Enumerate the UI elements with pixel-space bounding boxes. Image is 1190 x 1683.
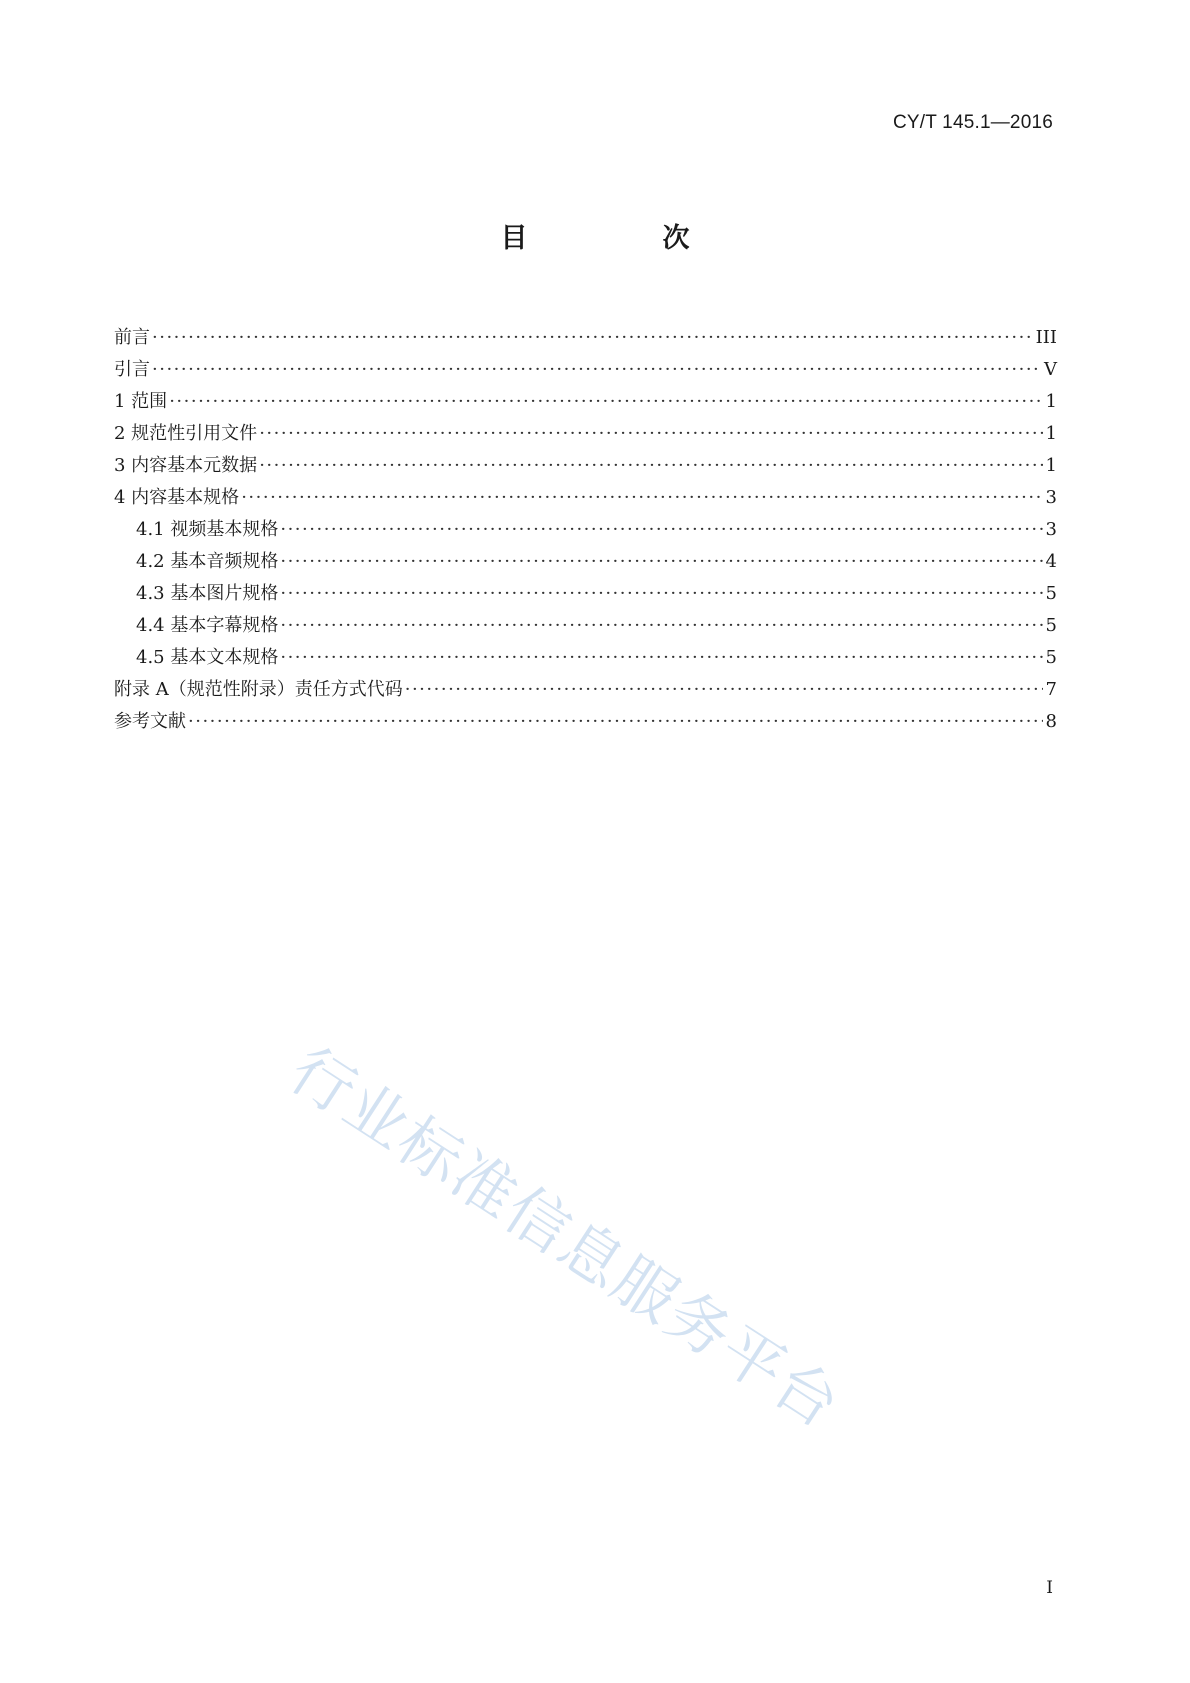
toc-leader-dots: [241, 482, 1042, 514]
toc-leader-dots: [259, 450, 1042, 482]
toc-leader-dots: [152, 322, 1033, 354]
toc-leader-dots: [280, 546, 1042, 578]
toc-leader-dots: [280, 578, 1042, 610]
toc-entry-page: V: [1044, 359, 1057, 380]
toc-entry-page: 5: [1045, 647, 1057, 668]
toc-entry[interactable]: [114, 322, 1057, 354]
toc-entry-page: III: [1035, 327, 1057, 348]
toc-leader-dots: [188, 706, 1043, 738]
toc-entry[interactable]: [114, 386, 1057, 418]
toc-entry-page: 7: [1045, 679, 1057, 700]
toc-entry[interactable]: [114, 642, 1057, 674]
toc-entry-label: 引言: [114, 359, 150, 380]
toc-entry[interactable]: [114, 354, 1057, 386]
toc-entry-label: 1 范围: [114, 391, 168, 412]
toc-entry-label: 4 内容基本规格: [114, 487, 240, 508]
toc-entry[interactable]: [114, 482, 1057, 514]
toc-entry[interactable]: [114, 578, 1057, 610]
table-of-contents: [114, 322, 1057, 738]
toc-entry-label: 附录 A（规范性附录）责任方式代码: [114, 679, 403, 700]
document-code: CY/T 145.1—2016: [892, 112, 1053, 133]
toc-entry-page: 8: [1045, 711, 1057, 732]
toc-entry-page: 5: [1045, 615, 1057, 636]
toc-leader-dots: [405, 674, 1043, 706]
toc-entry-label: 4.2 基本音频规格: [136, 551, 279, 572]
toc-entry-label: 4.4 基本字幕规格: [136, 615, 279, 636]
toc-leader-dots: [280, 514, 1042, 546]
toc-entry[interactable]: [114, 418, 1057, 450]
toc-entry[interactable]: [114, 610, 1057, 642]
toc-entry-page: 5: [1045, 583, 1057, 604]
toc-entry-label: 4.1 视频基本规格: [136, 519, 279, 540]
toc-entry[interactable]: [114, 706, 1057, 738]
toc-leader-dots: [280, 642, 1042, 674]
toc-entry[interactable]: [114, 514, 1057, 546]
toc-entry-label: 4.5 基本文本规格: [136, 647, 279, 668]
toc-entry-page: 1: [1045, 455, 1057, 476]
page-number: I: [1046, 1578, 1053, 1598]
toc-entry[interactable]: [114, 450, 1057, 482]
toc-leader-dots: [280, 610, 1042, 642]
toc-leader-dots: [259, 418, 1042, 450]
toc-entry-page: 4: [1045, 551, 1057, 572]
toc-entry[interactable]: [114, 674, 1057, 706]
toc-entry-page: 1: [1045, 423, 1057, 444]
toc-entry-label: 参考文献: [114, 711, 186, 732]
toc-leader-dots: [169, 386, 1042, 418]
toc-entry-page: 1: [1045, 391, 1057, 412]
watermark: 行业标准信息服务平台: [277, 1033, 854, 1443]
toc-entry-label: 3 内容基本元数据: [114, 455, 258, 476]
toc-entry[interactable]: [114, 546, 1057, 578]
toc-leader-dots: [152, 354, 1041, 386]
toc-entry-label: 4.3 基本图片规格: [136, 583, 279, 604]
toc-entry-label: 前言: [114, 327, 150, 348]
toc-entry-page: 3: [1045, 519, 1057, 540]
toc-title: 目 次: [500, 223, 744, 254]
toc-entry-label: 2 规范性引用文件: [114, 423, 258, 444]
toc-entry-page: 3: [1045, 487, 1057, 508]
